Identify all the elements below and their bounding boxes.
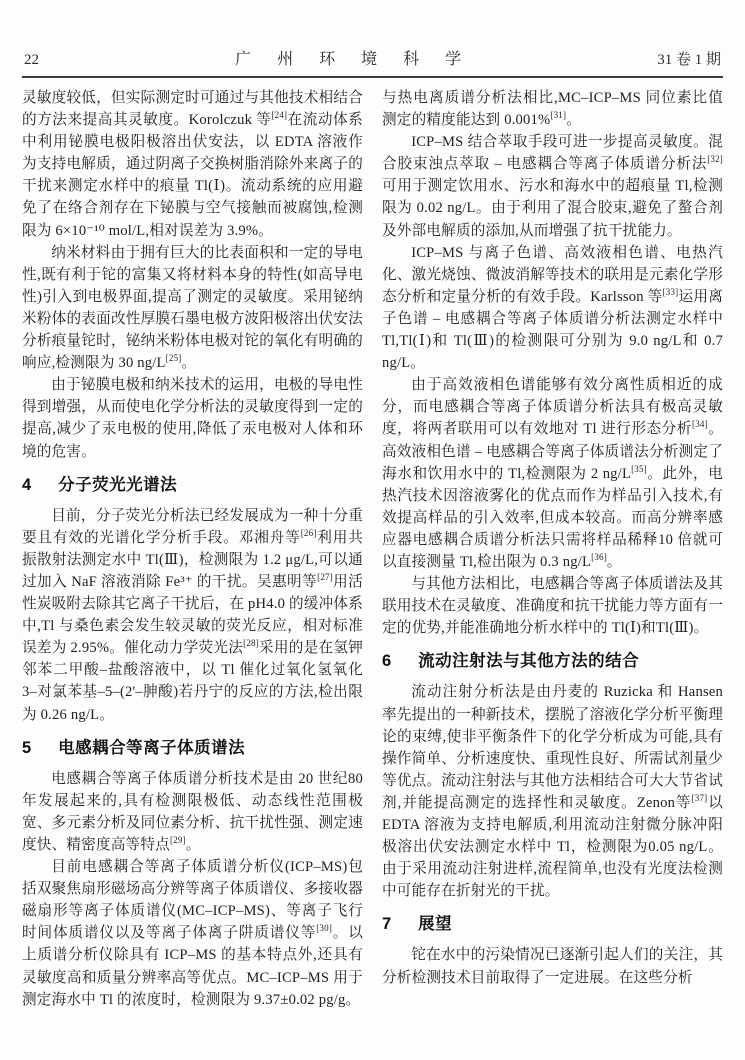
section-heading: 4 分子荧光光谱法 bbox=[22, 475, 178, 494]
citation-ref: [28] bbox=[243, 638, 259, 649]
paragraph: 灵敏度较低，但实际测定时可通过与其他技术相结合的方法来提高其灵敏度。Korolczuk 等[24]在流动体系中利用铋膜电极阳极溶出伏安法，以 EDTA 溶液作为支持电解质，通过阴离子交换树脂消除外来离子的干扰来测定水样中的痕量 Tl(Ⅰ)。流动系统的应用避免了在络合剂存在下铋膜与空气接触而被腐蚀,检测限为 6×10⁻¹⁰ mol/L,相对误差为 3.9%。 bbox=[22, 90, 363, 239]
paragraph: 铊在水中的污染情况已逐渐引起人们的关注，其分析检测技术目前取得了一定进展。在这些分析 bbox=[382, 947, 723, 986]
citation-ref: [35] bbox=[631, 463, 647, 474]
paragraph: 与其他方法相比，电感耦合等离子体质谱法及其联用技术在灵敏度、准确度和抗干扰能力等方面有一定的优势,并能准确地分析水样中的 Tl(Ⅰ)和Tl(Ⅲ)。 bbox=[382, 576, 723, 637]
paragraph: 由于高效液相色谱能够有效分离性质相近的成分，而电感耦合等离子体质谱分析法具有极高灵敏度，将两者联用可以有效地对 Tl 进行形态分析[34]。高效液相色谱 – 电感耦合等离子体质谱法分析测定了海水和饮用水中的 Tl,检测限为 2 ng/L[35]。此外，电热汽技术因溶液雾化的优点而作为样品引入技术,有效提高样品的引入效率,但成本较高。而高分辨率感应器电感耦合质谱分析法只需将样品稀释10 倍就可以直接测量 Tl,检出限为 0.3 ng/L[36]。 bbox=[382, 377, 723, 570]
section-number: 6 bbox=[382, 652, 392, 671]
article-body bbox=[0, 78, 745, 1011]
paragraph: 纳米材料由于拥有巨大的比表面积和一定的导电性,既有利于铊的富集又将材料本身的特性(如高导电性)引入到电极界面,提高了测定的灵敏度。采用铋纳米粉体的表面改性厚膜石墨电极方波阳极溶出伏安法分析痕量铊时，铋纳米粉体电极对铊的氧化有明确的响应,检测限为 30 ng/L[25]。 bbox=[22, 244, 363, 372]
section-heading: 6 流动注射法与其他方法的结合 bbox=[382, 652, 640, 671]
citation-ref: [29] bbox=[169, 835, 186, 846]
section-number: 4 bbox=[22, 475, 32, 494]
citation-ref: [30] bbox=[316, 923, 333, 934]
paragraph: ICP–MS 与离子色谱、高效液相色谱、电热汽化、激光烧蚀、微波消解等技术的联用是元素化学形态分析和定量分析的有效手段。Karlsson 等[33]运用离子色谱 – 电感耦合等离子体质谱分析法测定水样中 Tl,Tl(Ⅰ)和 Tl(Ⅲ)的检测限可分别为 9.0 ng/L和 0.7 ng/L。 bbox=[382, 244, 723, 372]
journal-title: 广 州 环 境 科 学 bbox=[235, 51, 473, 68]
page-header bbox=[0, 0, 745, 69]
paragraph: ICP–MS 结合萃取手段可进一步提高灵敏度。混合胶束浊点萃取 – 电感耦合等离子体质谱分析法[32]可用于测定饮用水、污水和海水中的超痕量 Tl,检测限为 0.02 ng/L。由于利用了混合胶束,避免了螯合剂及外部电解质的添加,从而增强了抗干扰能力。 bbox=[382, 134, 723, 239]
citation-ref: [26] bbox=[300, 527, 317, 538]
left-column bbox=[22, 87, 363, 1011]
citation-ref: [34] bbox=[692, 419, 708, 430]
citation-ref: [37] bbox=[691, 793, 708, 804]
paragraph: 目前电感耦合等离子体质谱分析仪(ICP–MS)包括双聚焦扇形磁场高分辨等离子体质谱仪、多接收器磁扇形等离子体质谱仪(MC–ICP–MS)、等离子飞行时间体质谱仪以及等离子体离子阱质谱仪等[30]。以上质谱分析仪除具有 ICP–MS 的基本特点外,还具有灵敏度高和质量分辨率高等优点。MC–ICP–MS 用于测定海水中 Tl 的浓度时，检测限为 9.37±0.02 pg/g。 bbox=[22, 859, 363, 1008]
citation-ref: [27] bbox=[317, 572, 333, 583]
section-number: 5 bbox=[22, 738, 32, 757]
section-heading: 7 展望 bbox=[382, 915, 453, 934]
citation-ref: [31] bbox=[550, 110, 567, 121]
citation-ref: [36] bbox=[591, 552, 607, 563]
paragraph: 电感耦合等离子体质谱分析技术是由 20 世纪80 年发展起来的,具有检测限极低、动态线性范围极宽、多元素分析及同位素分析、抗干扰性强、测定速度快、精密度高等特点[29]。 bbox=[22, 770, 363, 853]
citation-ref: [33] bbox=[662, 286, 679, 297]
issue-label: 31 卷 1 期 bbox=[657, 52, 721, 68]
citation-ref: [32] bbox=[707, 154, 723, 165]
paragraph: 流动注射分析法是由丹麦的 Ruzicka 和 Hansen率先提出的一种新技术，摆脱了溶液化学分析平衡理论的束缚,使非平衡条件下的化学分析成为可能,具有操作简单、分析速度快、重现性良好、所需试剂量少等优点。流动注射法与其他方法相结合可大大节省试剂,并能提高测定的选择性和灵敏度。Zenon等[37]以 EDTA 溶液为支持电解质,利用流动注射微分脉冲阳极溶出伏安法测定水样中 Tl，检测限为0.05 ng/L。由于采用流动注射进样,流程简单,也没有光度法检测中可能存在折射光的干扰。 bbox=[382, 684, 723, 900]
right-column bbox=[382, 87, 723, 1011]
citation-ref: [24] bbox=[271, 110, 288, 121]
section-heading: 5 电感耦合等离子体质谱法 bbox=[22, 738, 246, 757]
page-number: 22 bbox=[24, 52, 39, 68]
paragraph: 由于铋膜电极和纳米技术的运用，电极的导电性得到增强，从而使电化学分析法的灵敏度得到一定的提高,减少了汞电极的使用,降低了汞电极对人体和环境的危害。 bbox=[22, 377, 363, 460]
paragraph: 与热电离质谱分析法相比,MC–ICP–MS 同位素比值测定的精度能达到 0.001%[31]。 bbox=[382, 90, 723, 129]
section-number: 7 bbox=[382, 915, 392, 934]
citation-ref: [25] bbox=[165, 353, 182, 364]
paragraph: 目前，分子荧光分析法已经发展成为一种十分重要且有效的光谱化学分析手段。邓湘舟等[26]利用共振散射法测定水中 Tl(Ⅲ)，检测限为 1.2 μg/L,可以通过加入 NaF 溶液消除 Fe³⁺ 的干扰。吴惠明等[27]用活性炭吸附去除其它离子干扰后，在 pH4.0 的缓冲体系中,Tl 与桑色素会发生较灵敏的荧光反应，相对标准误差为 2.95%。催化动力学荧光法[28]采用的是在氢钾邻苯二甲酸–盐酸溶液中，以 Tl 催化过氧化氢氧化 3–对氯苯基–5–(2'–胂酸)若丹宁的反应的方法,检出限为 0.26 ng/L。 bbox=[22, 507, 363, 723]
